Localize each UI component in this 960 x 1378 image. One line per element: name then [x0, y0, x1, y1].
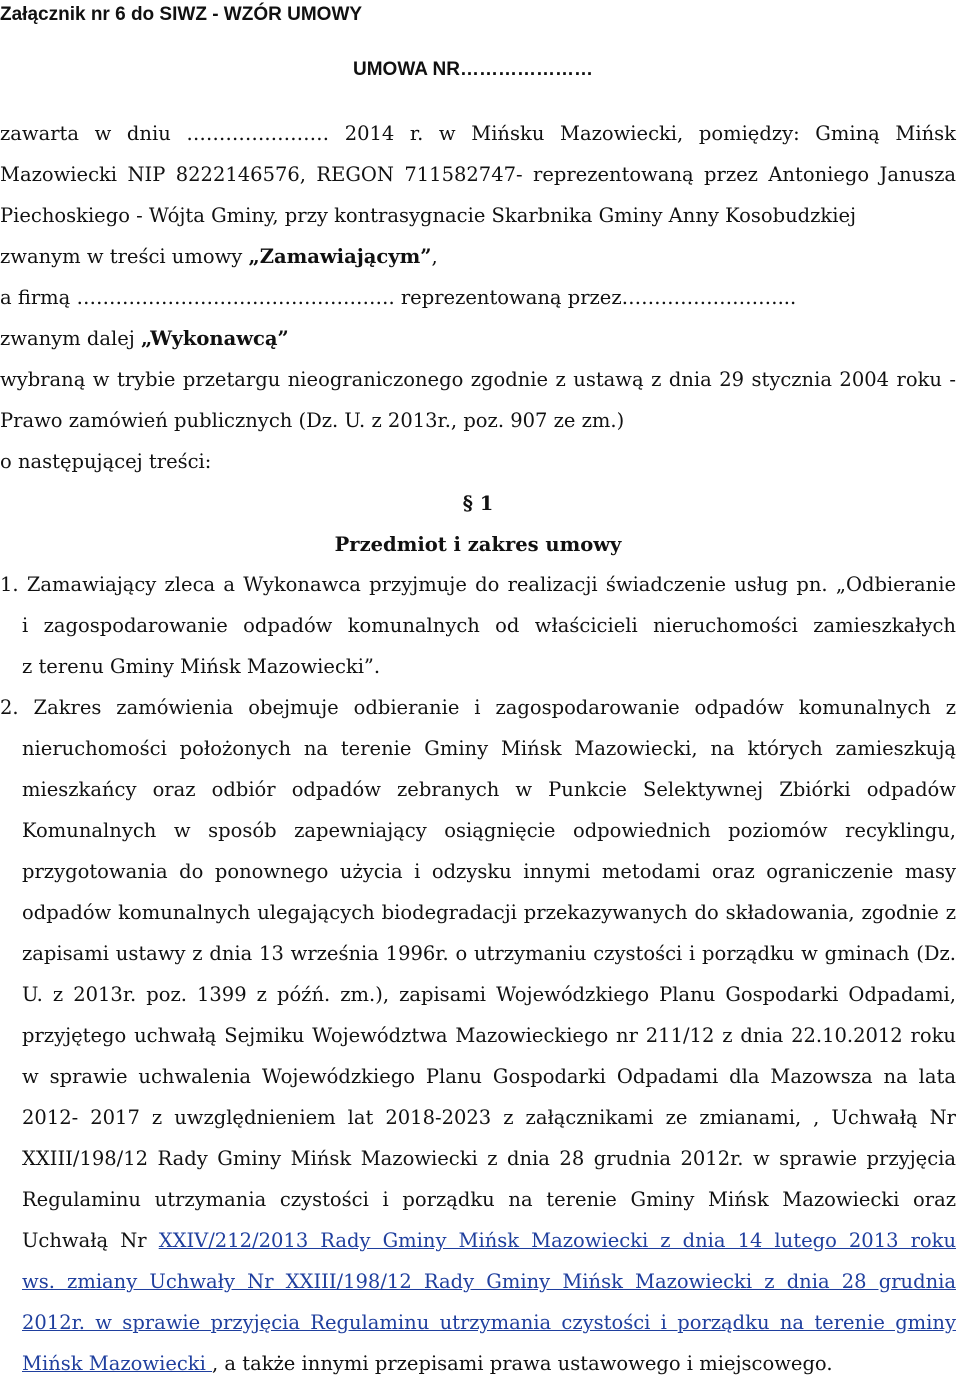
point2-line-13: Regulaminu utrzymania czystości i porządku na terenie Gminy Mińsk Mazowiecki oraz: [22, 1188, 956, 1211]
preamble-line-9: o następującej treści:: [0, 450, 212, 473]
preamble-line-4: [0, 243, 956, 271]
uchwala-prefix: Uchwałą Nr: [22, 1229, 159, 1252]
preamble-line-3: Piechoskiego - Wójta Gminy, przy kontrasygnacie Skarbnika Gminy Anny Kosobudzkiej: [0, 204, 857, 227]
resolution-link[interactable]: Mińsk Mazowiecki: [22, 1352, 213, 1375]
section-title: Przedmiot i zakres umowy: [334, 533, 622, 556]
point2-line-3: mieszkańcy oraz odbiór odpadów zebranych w Punkcie Selektywnej Zbiórki odpadów: [22, 778, 956, 801]
zamawiajacy-term: „Zamawiającym”: [248, 245, 432, 268]
preamble-line-6: [0, 325, 956, 353]
closing-text: , a także innymi przepisami prawa ustawowego i miejscowego.: [212, 1352, 833, 1375]
wykonawca-term: „Wykonawcą”: [141, 327, 289, 350]
preamble-text: zwanym dalej: [0, 327, 141, 350]
section-number: § 1: [462, 492, 494, 515]
point2-line-9: przyjętego uchwałą Sejmiku Województwa Mazowieckiego nr 211/12 z dnia 22.10.2012 roku: [22, 1024, 956, 1047]
point2-line-5: przygotowania do ponownego użycia i odzysku innymi metodami oraz ograniczenie masy: [22, 860, 956, 883]
preamble-line-7: wybraną w trybie przetargu nieograniczonego zgodnie z ustawą z dnia 29 stycznia 2004 roku -: [0, 368, 956, 391]
point1-line-3: z terenu Gminy Mińsk Mazowiecki”.: [22, 655, 381, 678]
point2-line-4: Komunalnych w sposób zapewniający osiągnięcie odpowiednich poziomów recyklingu,: [22, 819, 956, 842]
point1-line-1: 1. Zamawiający zleca a Wykonawca przyjmuje do realizacji świadczenie usług pn. „Odbieranie: [0, 573, 956, 596]
attachment-heading: Załącznik nr 6 do SIWZ - WZÓR UMOWY: [0, 4, 363, 25]
point2-line-2: nieruchomości położonych na terenie Gminy Mińsk Mazowiecki, na których zamieszkują: [22, 737, 956, 760]
preamble-line-2: Mazowiecki NIP 8222146576, REGON 711582747- reprezentowaną przez Antoniego Janusza: [0, 163, 956, 186]
preamble-line-8: Prawo zamówień publicznych (Dz. U. z 2013r., poz. 907 ze zm.): [0, 409, 625, 432]
resolution-link[interactable]: XXIV/212/2013 Rady Gminy Mińsk Mazowiecki z dnia 14 lutego 2013 roku: [158, 1229, 957, 1252]
point2-line-17: [22, 1350, 956, 1378]
point1-line-2: i zagospodarowanie odpadów komunalnych od właścicieli nieruchomości zamieszkałych: [22, 614, 956, 637]
preamble-comma: ,: [431, 245, 438, 268]
point2-line-15: [22, 1268, 956, 1296]
preamble-line-1: zawarta w dniu ………….……… 2014 r. w Mińsku Mazowiecki, pomiędzy: Gminą Mińsk: [0, 122, 956, 145]
point2-line-8: U. z 2013r. poz. 1399 z późń. zm.), zapisami Wojewódzkiego Planu Gospodarki Odpadami,: [22, 983, 956, 1006]
point2-line-12: XXIII/198/12 Rady Gminy Mińsk Mazowiecki z dnia 28 grudnia 2012r. w sprawie przyjęcia: [22, 1147, 956, 1170]
point2-line-11: 2012- 2017 z uwzględnieniem lat 2018-2023 z załącznikami ze zmianami, , Uchwałą Nr: [22, 1106, 956, 1129]
point2-line-7: zapisami ustawy z dnia 13 września 1996r. o utrzymaniu czystości i porządku w gminach (Dz.: [22, 942, 956, 965]
point2-line-10: w sprawie uchwalenia Wojewódzkiego Planu Gospodarki Odpadami dla Mazowsza na lata: [22, 1065, 956, 1088]
preamble-line-5: a firmą …………………………………………. reprezentowaną przez……………………...: [0, 286, 797, 309]
resolution-link[interactable]: ws. zmiany Uchwały Nr XXIII/198/12 Rady Gminy Mińsk Mazowiecki z dnia 28 grudnia: [22, 1270, 956, 1293]
preamble-text: zwanym w treści umowy: [0, 245, 249, 268]
point2-line-14: [22, 1227, 956, 1255]
resolution-link[interactable]: 2012r. w sprawie przyjęcia Regulaminu utrzymania czystości i porządku na terenie gminy: [22, 1311, 956, 1334]
point2-line-6: odpadów komunalnych ulegających biodegradacji przekazywanych do składowania, zgodnie z: [22, 901, 956, 924]
point2-line-1: 2. Zakres zamówienia obejmuje odbieranie i zagospodarowanie odpadów komunalnych z: [0, 696, 956, 719]
contract-title: UMOWA NR…………………: [353, 59, 593, 80]
point2-line-16: [22, 1309, 956, 1337]
